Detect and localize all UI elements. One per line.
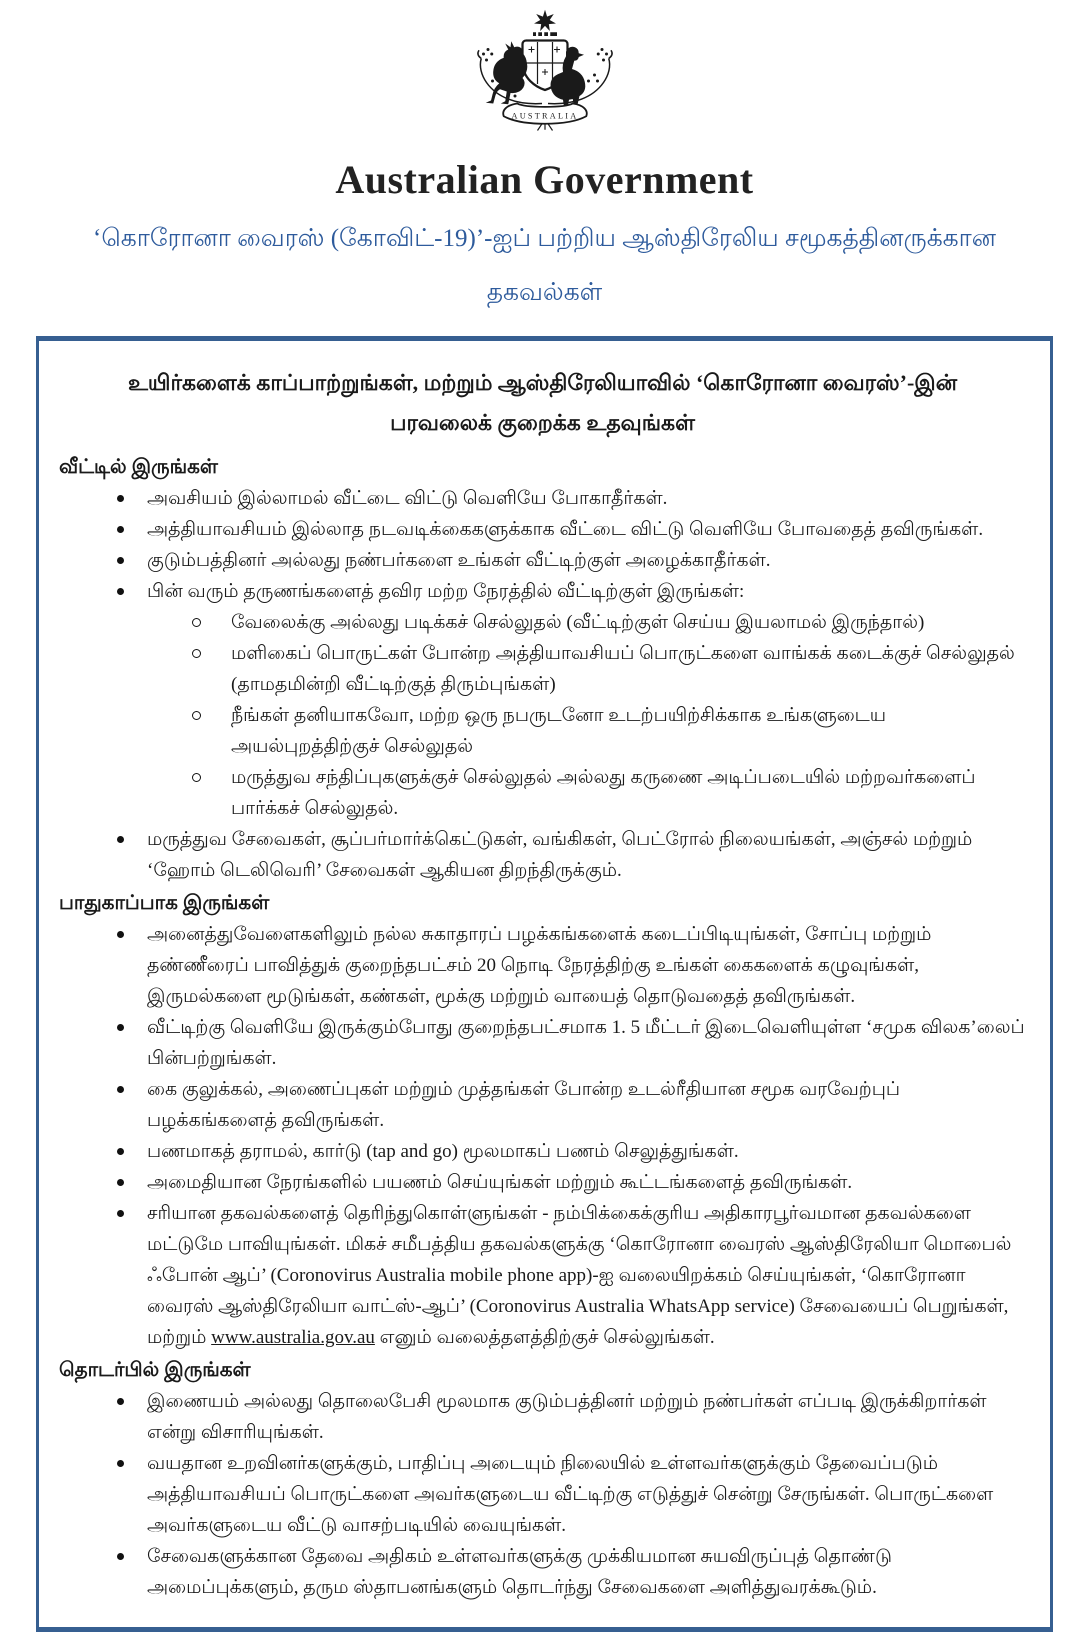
section-heading: தொடர்பில் இருங்கள்	[59, 1358, 251, 1381]
bullet-item: கை குலுக்கல், அணைப்புகள் மற்றும் முத்தங்கள் போன்ற உடல்ரீதியான சமூக வரவேற்புப் பழக்கங்களைத் தவிருங்கள்.	[59, 1074, 1026, 1136]
bullet-item: அத்தியாவசியம் இல்லாத நடவடிக்கைகளுக்காக வீட்டை விட்டு வெளியே போவதைத் தவிருங்கள்.	[59, 514, 1026, 545]
bullet-item: பணமாகத் தராமல், கார்டு (tap and go) மூலமாகப் பணம் செலுத்துங்கள்.	[59, 1136, 1026, 1167]
sub-bullet-item: மருத்துவ சந்திப்புகளுக்குச் செல்லுதல் அல்லது கருணை அடிப்படையில் மற்றவர்களைப் பார்க்கச் செல்லுதல்.	[59, 762, 1026, 824]
australian-coat-of-arms	[380, 6, 710, 156]
bullet-list	[59, 919, 1026, 1353]
gov-title: Australian Government	[335, 157, 754, 202]
kangaroo-icon	[485, 41, 527, 104]
bullet-item: இணையம் அல்லது தொலைபேசி மூலமாக குடும்பத்தினர் மற்றும் நண்பர்கள் எப்படி இருக்கிறார்கள் என்று விசாரியுங்கள்.	[59, 1386, 1026, 1448]
bullet-item: அமைதியான நேரங்களில் பயணம் செய்யுங்கள் மற்றும் கூட்டங்களைத் தவிருங்கள்.	[59, 1167, 1026, 1198]
page-heading: ‘கொரோனா வைரஸ் (கோவிட்-19)’-ஐப் பற்றிய ஆஸ்திரேலிய சமூகத்தினருக்கான தகவல்கள்	[93, 225, 996, 306]
document-page	[0, 6, 1089, 1598]
australia-banner-text: AUSTRALIA	[511, 111, 578, 121]
sub-bullet-item: மளிகைப் பொருட்கள் போன்ற அத்தியாவசியப் பொருட்களை வாங்கக் கடைக்குச் செல்லுதல் (தாமதமின்றி வீட்டிற்குத் திரும்புங்கள்)	[59, 638, 1026, 700]
bullet-item: சரியான தகவல்களைத் தெரிந்துகொள்ளுங்கள் - நம்பிக்கைக்குரிய அதிகாரபூர்வமான தகவல்களை மட்டுமே பாவியுங்கள். மிகச் சமீபத்திய தகவல்களுக்கு ‘கொரோனா வைரஸ் ஆஸ்திரேலியா மொபைல் ஃபோன் ஆப்’ (Coronovirus Australia mobile phone app)-ஐ வலையிறக்கம் செய்யுங்கள், ‘கொரோனா வைரஸ் ஆஸ்திரேலியா வாட்ஸ்-ஆப்’ (Coronovirus Australia WhatsApp service) சேவையைப் பெறுங்கள், மற்றும் www.australia.gov.au எனும் வலைத்தளத்திற்குச் செல்லுங்கள்.	[59, 1198, 1026, 1353]
bullet-item: வயதான உறவினர்களுக்கும், பாதிப்பு அடையும் நிலையில் உள்ளவர்களுக்கும் தேவைப்படும் அத்தியாவசியப் பொருட்களை அவர்களுடைய வீட்டிற்கு எடுத்துச் சென்று சேருங்கள். பொருட்களை அவர்களுடைய வீட்டு வாசற்படியில் வையுங்கள்.	[59, 1448, 1026, 1541]
australia-gov-link[interactable]: www.australia.gov.au	[211, 1326, 375, 1348]
sub-bullet-item: நீங்கள் தனியாகவோ, மற்ற ஒரு நபருடனோ உடற்பயிற்சிக்காக உங்களுடைய அயல்புறத்திற்குச் செல்லுதல்	[59, 700, 1026, 762]
sections-container	[59, 452, 1026, 1603]
bullet-item: அவசியம் இல்லாமல் வீட்டை விட்டு வெளியே போகாதீர்கள்.	[59, 483, 1026, 514]
bullet-item: வீட்டிற்கு வெளியே இருக்கும்போது குறைந்தபட்சமாக 1. 5 மீட்டர் இடைவெளியுள்ள ‘சமுக விலக’லைப் பின்பற்றுங்கள்.	[59, 1012, 1026, 1074]
bullet-item: சேவைகளுக்கான தேவை அதிகம் உள்ளவர்களுக்கு முக்கியமான சுயவிருப்புத் தொண்டு அமைப்புக்களும், தரும ஸ்தாபனங்களும் தொடர்ந்து சேவைகளை அளித்துவரக்கூடும்.	[59, 1541, 1026, 1603]
bullet-item: பின் வரும் தருணங்களைத் தவிர மற்ற நேரத்தில் வீட்டிற்குள் இருங்கள்:	[59, 576, 1026, 607]
section-heading: பாதுகாப்பாக இருங்கள்	[59, 891, 270, 914]
commonwealth-star-icon	[534, 10, 556, 31]
box-title: உயிர்களைக் காப்பாற்றுங்கள், மற்றும் ஆஸ்திரேலியாவில் ‘கொரோனா வைரஸ்’-இன் பரவலைக் குறைக்க உதவுங்கள்	[127, 369, 958, 436]
australia-banner	[503, 104, 587, 131]
bullet-list	[59, 483, 1026, 886]
bullet-list	[59, 1386, 1026, 1603]
coat-of-arms-graphic	[380, 6, 710, 156]
sub-bullet-item: வேலைக்கு அல்லது படிக்கச் செல்லுதல் (வீட்டிற்குள் செய்ய இயலாமல் இருந்தால்)	[59, 607, 1026, 638]
section-heading: வீட்டில் இருங்கள்	[59, 455, 218, 478]
bullet-item: குடும்பத்தினர் அல்லது நண்பர்களை உங்கள் வீட்டிற்குள் அழைக்காதீர்கள்.	[59, 545, 1026, 576]
bullet-item: மருத்துவ சேவைகள், சூப்பர்மார்க்கெட்டுகள், வங்கிகள், பெட்ரோல் நிலையங்கள், அஞ்சல் மற்றும் ‘ஹோம் டெலிவெரி’ சேவைகள் ஆகியன திறந்திருக்கும்.	[59, 824, 1026, 886]
bullet-item: அனைத்துவேளைகளிலும் நல்ல சுகாதாரப் பழக்கங்களைக் கடைப்பிடியுங்கள், சோப்பு மற்றும் தண்ணீரைப் பாவித்துக் குறைந்தபட்சம் 20 நொடி நேரத்திற்கு உங்கள் கைகளைக் கழுவுங்கள், இருமல்களை மூடுங்கள், கண்கள், மூக்கு மற்றும் வாயைத் தொடுவதைத் தவிருங்கள்.	[59, 919, 1026, 1012]
info-box	[36, 336, 1053, 1632]
